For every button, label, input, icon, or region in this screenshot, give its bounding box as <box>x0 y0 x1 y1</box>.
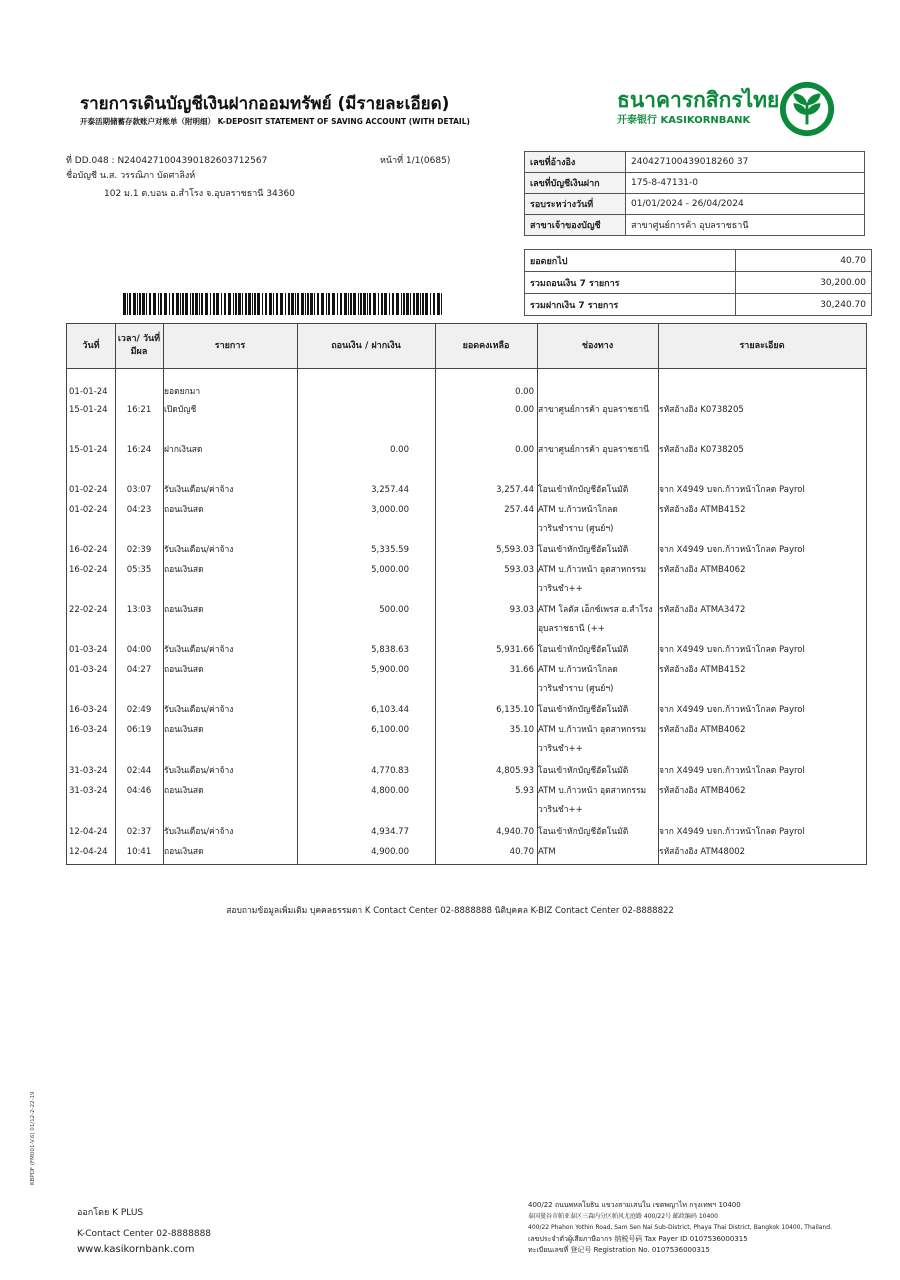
row-amount: 3,000.00 <box>371 505 409 515</box>
row-amount: 5,000.00 <box>371 565 409 575</box>
col-header-balance: ยอดคงเหลือ <box>462 340 510 351</box>
row-detail: รหัสอ้างอิง ATMB4062 <box>659 786 746 796</box>
row-time: 02:49 <box>126 705 152 715</box>
col-header-channel: ช่องทาง <box>581 340 614 351</box>
summary-label: รวมฝากเงิน 7 รายการ <box>525 294 736 316</box>
row-amount: 4,770.83 <box>371 766 409 776</box>
transaction-table <box>66 323 867 865</box>
row-detail: รหัสอ้างอิง K0738205 <box>659 445 744 455</box>
row-time: 03:07 <box>126 485 152 495</box>
row-channel: โอนเข้าหักบัญชีอัตโนมัติ <box>538 705 629 715</box>
info-value: 240427100439018260 37 <box>626 152 865 173</box>
row-time: 04:00 <box>126 645 152 655</box>
row-balance: 0.00 <box>515 387 534 397</box>
row-time: 05:35 <box>126 565 152 575</box>
footer-address-line: 400/22 ถนนพหลโยธิน แขวงสามเสนใน เขตพญาไท กรุงเทพฯ 10400 <box>528 1201 741 1209</box>
row-description: ถอนเงินสด <box>164 847 204 857</box>
row-description: ถอนเงินสด <box>164 505 204 515</box>
row-description: ยอดยกมา <box>164 387 201 397</box>
row-amount: 5,335.59 <box>371 545 409 555</box>
row-balance: 31.66 <box>509 665 534 675</box>
summary-value: 30,200.00 <box>736 272 872 294</box>
table-row <box>67 836 866 866</box>
row-time: 02:37 <box>126 827 152 837</box>
row-channel: โอนเข้าหักบัญชีอัตโนมัติ <box>538 545 629 555</box>
row-date: 16-02-24 <box>69 545 108 555</box>
row-description: เปิดบัญชี <box>164 405 197 415</box>
row-detail: รหัสอ้างอิง ATMB4152 <box>659 505 746 515</box>
row-time: 16:24 <box>126 445 152 455</box>
row-balance: 0.00 <box>515 445 534 455</box>
footer-address-line: 400/22 Phahon Yothin Road, Sam Sen Nai Sub-District, Phaya Thai District, Bangkok 10400, Thailand. <box>528 1224 832 1231</box>
table-row <box>67 434 866 464</box>
row-date: 01-01-24 <box>69 387 108 397</box>
row-balance: 5.93 <box>515 786 534 796</box>
row-description: รับเงินเดือน/ค่าจ้าง <box>164 705 234 715</box>
row-amount: 0.00 <box>390 445 409 455</box>
footer-website: www.kasikornbank.com <box>77 1244 195 1255</box>
row-time: 04:23 <box>126 505 152 515</box>
table-row <box>67 654 866 694</box>
row-amount: 5,900.00 <box>371 665 409 675</box>
row-description: รับเงินเดือน/ค่าจ้าง <box>164 766 234 776</box>
footer-contact: K-Contact Center 02-8888888 <box>77 1229 212 1239</box>
row-description: รับเงินเดือน/ค่าจ้าง <box>164 645 234 655</box>
row-description: ถอนเงินสด <box>164 605 204 615</box>
form-code: KBPDF (FM001-V.6) 01/12-2-22-19 <box>30 1091 36 1185</box>
row-date: 16-03-24 <box>69 705 108 715</box>
row-balance: 5,593.03 <box>496 545 534 555</box>
row-description: ถอนเงินสด <box>164 725 204 735</box>
row-balance: 593.03 <box>504 565 534 575</box>
row-detail: จาก X4949 บจก.ก้าวหน้าโกลด Payrol <box>659 827 805 837</box>
summary-table <box>524 249 872 316</box>
row-time: 02:39 <box>126 545 152 555</box>
row-time: 13:03 <box>126 605 152 615</box>
row-balance: 3,257.44 <box>496 485 534 495</box>
row-channel: โอนเข้าหักบัญชีอัตโนมัติ <box>538 485 629 495</box>
col-header-detail: รายละเอียด <box>739 340 785 351</box>
row-description: รับเงินเดือน/ค่าจ้าง <box>164 485 234 495</box>
summary-value: 40.70 <box>736 250 872 272</box>
info-value: 01/01/2024 - 26/04/2024 <box>626 194 865 215</box>
summary-label: รวมถอนเงิน 7 รายการ <box>525 272 736 294</box>
row-date: 12-04-24 <box>69 827 108 837</box>
reference-line: ที่ DD.048 : N2404271004390182603712567 <box>66 156 268 166</box>
account-info-table <box>524 151 865 236</box>
row-balance: 35.10 <box>509 725 534 735</box>
row-date: 12-04-24 <box>69 847 108 857</box>
row-balance: 40.70 <box>509 847 534 857</box>
row-channel: ATM โลตัส เอ็กซ์เพรส อ.สำโรง อุบลราชธานี (++ <box>538 605 653 634</box>
table-row <box>67 714 866 754</box>
table-header <box>67 324 866 369</box>
row-amount: 4,900.00 <box>371 847 409 857</box>
col-header-amount: ถอนเงิน / ฝากเงิน <box>331 340 401 351</box>
info-value: สาขาศูนย์การค้า อุบลราชธานี <box>626 215 865 236</box>
row-channel: สาขาศูนย์การค้า อุบลราชธานี <box>538 405 649 415</box>
row-balance: 5,931.66 <box>496 645 534 655</box>
info-label: เลขที่บัญชีเงินฝาก <box>525 173 626 194</box>
row-detail: รหัสอ้างอิง ATMB4152 <box>659 665 746 675</box>
row-amount: 6,103.44 <box>371 705 409 715</box>
row-detail: จาก X4949 บจก.ก้าวหน้าโกลด Payrol <box>659 705 805 715</box>
row-time: 10:41 <box>126 847 152 857</box>
summary-value: 30,240.70 <box>736 294 872 316</box>
row-channel: ATM บ.ก้าวหน้า อุตสาหกรรม วารินชำ++ <box>538 565 647 594</box>
row-date: 15-01-24 <box>69 445 108 455</box>
row-balance: 6,135.10 <box>496 705 534 715</box>
footer-tax-id: เลขประจำตัวผู้เสียภาษีอากร 纳税号码 Tax Payer ID 0107536000315 <box>528 1235 748 1243</box>
row-detail: จาก X4949 บจก.ก้าวหน้าโกลด Payrol <box>659 645 805 655</box>
row-balance: 4,940.70 <box>496 827 534 837</box>
row-date: 15-01-24 <box>69 405 108 415</box>
table-row <box>67 494 866 534</box>
row-detail: รหัสอ้างอิง ATMB4062 <box>659 565 746 575</box>
footer-registration: ทะเบียนเลขที่ 登记号 Registration No. 0107536000315 <box>528 1246 710 1254</box>
kasikornbank-logo-icon <box>778 80 836 138</box>
info-value: 175-8-47131-0 <box>626 173 865 194</box>
row-time: 16:21 <box>126 405 152 415</box>
inquiry-text: สอบถามข้อมูลเพิ่มเติม บุคคลธรรมดา K Contact Center 02-8888888 นิติบุคคล K-BIZ Contact Center 02-8888822 <box>226 906 674 916</box>
row-channel: สาขาศูนย์การค้า อุบลราชธานี <box>538 445 649 455</box>
row-date: 16-03-24 <box>69 725 108 735</box>
row-amount: 6,100.00 <box>371 725 409 735</box>
row-description: รับเงินเดือน/ค่าจ้าง <box>164 545 234 555</box>
row-amount: 4,934.77 <box>371 827 409 837</box>
row-amount: 3,257.44 <box>371 485 409 495</box>
row-channel: ATM บ.ก้าวหน้า อุตสาหกรรม วารินชำ++ <box>538 786 647 815</box>
row-detail: รหัสอ้างอิง ATMA3472 <box>659 605 746 615</box>
table-row <box>67 394 866 424</box>
row-balance: 257.44 <box>504 505 534 515</box>
row-detail: จาก X4949 บจก.ก้าวหน้าโกลด Payrol <box>659 545 805 555</box>
row-amount: 5,838.63 <box>371 645 409 655</box>
row-detail: รหัสอ้างอิง K0738205 <box>659 405 744 415</box>
row-detail: รหัสอ้างอิง ATM48002 <box>659 847 746 857</box>
row-channel: ATM บ.ก้าวหน้า อุตสาหกรรม วารินชำ++ <box>538 725 647 754</box>
row-balance: 4,805.93 <box>496 766 534 776</box>
row-time: 02:44 <box>126 766 152 776</box>
row-detail: จาก X4949 บจก.ก้าวหน้าโกลด Payrol <box>659 485 805 495</box>
row-date: 31-03-24 <box>69 786 108 796</box>
barcode-icon <box>123 293 445 315</box>
summary-label: ยอดยกไป <box>525 250 736 272</box>
row-detail: จาก X4949 บจก.ก้าวหน้าโกลด Payrol <box>659 766 805 776</box>
row-date: 01-03-24 <box>69 665 108 675</box>
row-description: ถอนเงินสด <box>164 665 204 675</box>
row-date: 16-02-24 <box>69 565 108 575</box>
row-channel: ATM บ.ก้าวหน้าโกลด วารินชำราบ (ศูนย์ฯ) <box>538 505 618 534</box>
row-date: 01-02-24 <box>69 485 108 495</box>
table-row <box>67 554 866 594</box>
row-channel: ATM <box>538 847 556 857</box>
row-amount: 500.00 <box>379 605 409 615</box>
row-date: 01-02-24 <box>69 505 108 515</box>
table-row <box>67 594 866 634</box>
page-number: หน้าที่ 1/1(0685) <box>380 156 451 166</box>
customer-address: 102 ม.1 ต.บอน อ.สำโรง จ.อุบลราชธานี 34360 <box>104 189 295 199</box>
row-description: ถอนเงินสด <box>164 565 204 575</box>
bank-name-th: ธนาคารกสิกรไทย <box>617 88 780 112</box>
account-name: ชื่อบัญชี น.ส. วรรณิภา บัดศาลิงห์ <box>66 171 196 181</box>
row-time: 04:27 <box>126 665 152 675</box>
row-date: 01-03-24 <box>69 645 108 655</box>
table-row <box>67 775 866 815</box>
row-channel: ATM บ.ก้าวหน้าโกลด วารินชำราบ (ศูนย์ฯ) <box>538 665 618 694</box>
row-description: รับเงินเดือน/ค่าจ้าง <box>164 827 234 837</box>
row-amount: 4,800.00 <box>371 786 409 796</box>
info-label: เลขที่อ้างอิง <box>525 152 626 173</box>
row-date: 31-03-24 <box>69 766 108 776</box>
row-time: 04:46 <box>126 786 152 796</box>
row-balance: 0.00 <box>515 405 534 415</box>
row-description: ฝากเงินสด <box>164 445 203 455</box>
bank-name-en: 开泰银行 KASIKORNBANK <box>617 115 751 126</box>
col-header-date: วันที่ <box>82 340 100 351</box>
issued-by: ออกโดย K PLUS <box>77 1208 144 1218</box>
statement-title: รายการเดินบัญชีเงินฝากออมทรัพย์ (มีรายละเอียด) <box>80 94 450 114</box>
col-header-description: รายการ <box>214 340 246 351</box>
row-balance: 93.03 <box>509 605 534 615</box>
row-channel: โอนเข้าหักบัญชีอัตโนมัติ <box>538 766 629 776</box>
row-channel: โอนเข้าหักบัญชีอัตโนมัติ <box>538 827 629 837</box>
info-label: รอบระหว่างวันที่ <box>525 194 626 215</box>
row-channel: โอนเข้าหักบัญชีอัตโนมัติ <box>538 645 629 655</box>
row-detail: รหัสอ้างอิง ATMB4062 <box>659 725 746 735</box>
info-label: สาขาเจ้าของบัญชี <box>525 215 626 236</box>
statement-title-en: 开泰活期储蓄存款账户对账单（附明细） K-DEPOSIT STATEMENT OF SAVING ACCOUNT (WITH DETAIL) <box>80 117 470 126</box>
row-date: 22-02-24 <box>69 605 108 615</box>
row-time: 06:19 <box>126 725 152 735</box>
col-header-time: เวลา/ วันที่มีผล <box>117 334 161 357</box>
row-description: ถอนเงินสด <box>164 786 204 796</box>
footer-address-line: 泰国曼谷市帕亚泰区三森内分区帕风尤庭路 400/22号 邮政编码 10400 <box>528 1213 718 1220</box>
